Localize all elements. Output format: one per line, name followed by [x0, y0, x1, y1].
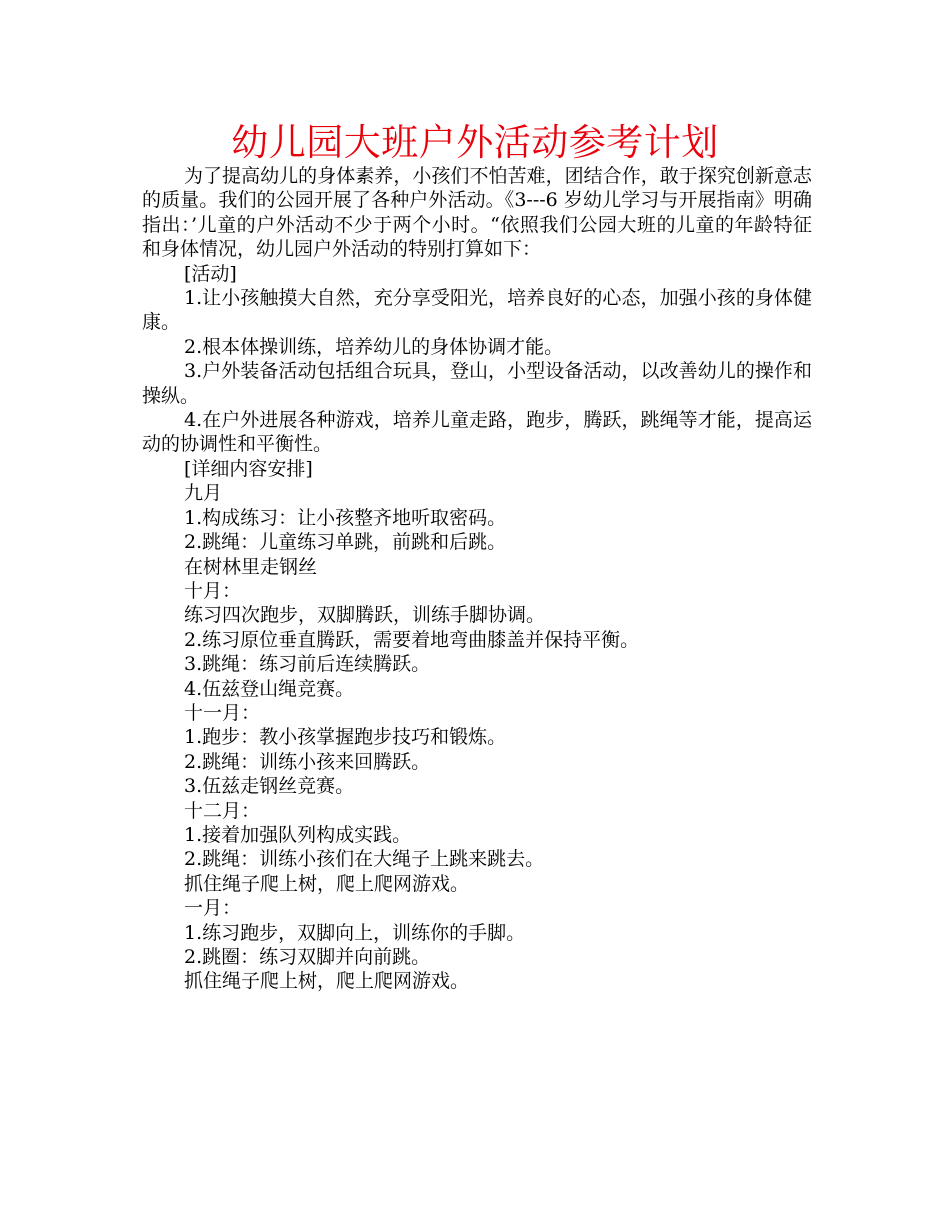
- intro-paragraph: 为了提高幼儿的身体素养，小孩们不怕苦难，团结合作，敢于探究创新意志的质量。我们的公园开展了各种户外活动。《3---6 岁幼儿学习与开展指南》明确指出：’儿童的户外活动不少于两个小时。“依照我们公园大班的儿童的年龄特征和身体情况，幼儿园户外活动的特别打算如下：: [142, 165, 812, 261]
- schedule-item: 抓住绳子爬上树，爬上爬网游戏。: [184, 872, 470, 895]
- document-body: [142, 164, 812, 994]
- schedule-item: 1.跑步：教小孩掌握跑步技巧和锻炼。: [184, 726, 507, 749]
- schedule-item: 1.练习跑步，双脚向上，训练你的手脚。: [184, 921, 526, 944]
- schedule-item: 1.接着加强队列构成实践。: [184, 823, 412, 846]
- section-heading-schedule: [详细内容安排]: [184, 457, 313, 480]
- schedule-item: 3.跳绳：练习前后连续腾跃。: [184, 653, 431, 676]
- schedule-item: 3.伍兹走钢丝竞赛。: [184, 775, 355, 798]
- schedule-item: 抓住绳子爬上树，爬上爬网游戏。: [184, 970, 470, 993]
- document-title: 幼儿园大班户外活动参考计划: [231, 121, 719, 164]
- schedule-item: 1.构成练习：让小孩整齐地听取密码。: [184, 506, 507, 529]
- month-heading-september: 九月: [184, 482, 223, 505]
- month-heading-january: 一月：: [184, 897, 242, 920]
- month-heading-november: 十一月：: [184, 701, 261, 724]
- schedule-item: 2.跳绳：儿童练习单跳，前跳和后跳。: [184, 531, 507, 554]
- activity-item: 1.让小孩触摸大自然，充分享受阳光，培养良好的心态，加强小孩的身体健康。: [142, 287, 812, 334]
- schedule-item: 练习四次跑步，双脚腾跃，训练手脚协调。: [184, 604, 546, 627]
- activity-item: 2.根本体操训练，培养幼儿的身体协调才能。: [184, 335, 564, 358]
- month-heading-october: 十月：: [184, 579, 242, 602]
- schedule-item: 2.练习原位垂直腾跃，需要着地弯曲膝盖并保持平衡。: [184, 628, 640, 651]
- activity-item: 3.户外装备活动包括组合玩具，登山，小型设备活动，以改善幼儿的操作和操纵。: [142, 360, 812, 407]
- section-heading-activities: [活动]: [184, 262, 237, 285]
- schedule-item: 4.伍兹登山绳竞赛。: [184, 677, 355, 700]
- schedule-item: 在树林里走钢丝: [184, 555, 318, 578]
- schedule-item: 2.跳圈：练习双脚并向前跳。: [184, 946, 431, 968]
- schedule-item: 2.跳绳：训练小孩来回腾跃。: [184, 750, 431, 773]
- activity-item: 4.在户外进展各种游戏，培养儿童走路，跑步，腾跃，跳绳等才能，提高运动的协调性和平衡性。: [142, 409, 812, 456]
- schedule-item: 2.跳绳：训练小孩们在大绳子上跳来跳去。: [184, 848, 545, 871]
- month-heading-december: 十二月：: [184, 799, 261, 822]
